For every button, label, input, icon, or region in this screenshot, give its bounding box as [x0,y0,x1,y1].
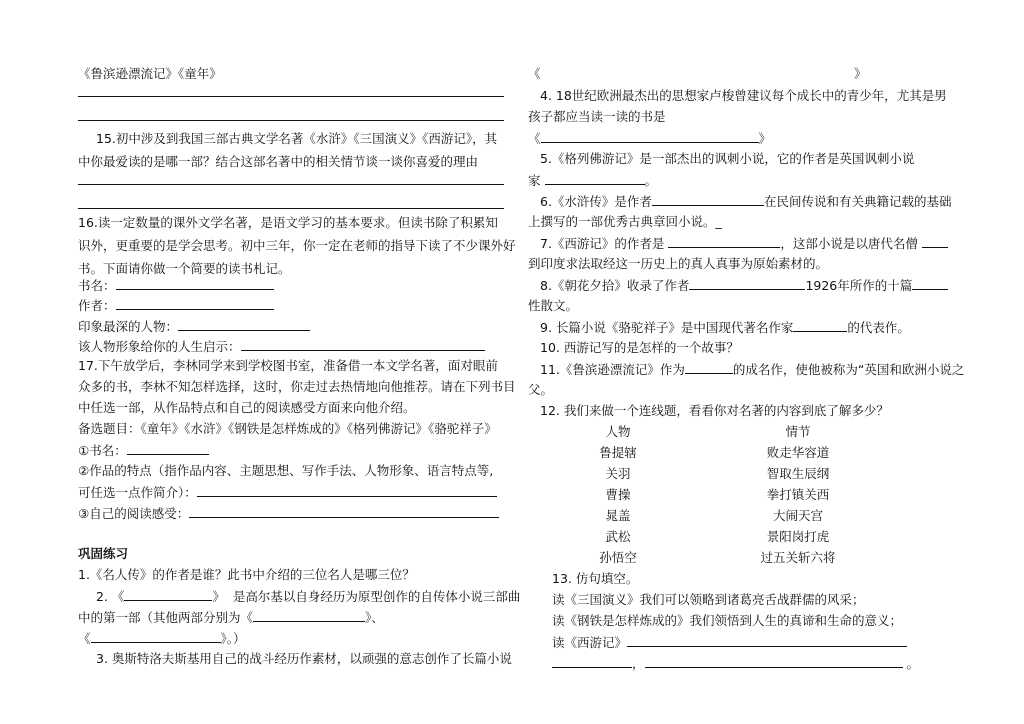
character-row [78,318,310,335]
question-4-cont: 孩子都应当读一读的书是 [528,109,666,124]
features-row [78,484,497,501]
book-title-row [78,277,274,294]
character-blank[interactable] [178,318,310,331]
blank[interactable] [912,277,948,290]
match-character[interactable]: 孙悟空 [599,550,637,565]
practice-2-cont: 中的第一部（其他两部分别为《 》、 [78,610,384,625]
practice-2-row: 2. 《 》 是高尔基以自身经历为原型创作的自传体小说三部曲 [96,589,521,604]
insight-blank[interactable] [241,338,485,351]
question-4-blank-row: 《 》 [528,131,772,146]
blank[interactable] [91,630,221,643]
question-12: 12. 我们来做一个连线题，看看你对名著的内容到底了解多少？ [540,403,889,418]
match-character[interactable]: 关羽 [605,466,631,481]
question-5-cont: 家 。 [528,173,658,188]
match-plot[interactable]: 过五关斩六将 [760,550,836,565]
author-blank[interactable] [116,297,274,310]
blank[interactable] [668,235,780,248]
question-16: 16.读一定数量的课外文学名著，是语文学习的基本要求。但读书除了积累知 [78,215,498,230]
match-character[interactable]: 曹操 [605,487,631,502]
question-6-cont: 上撰写的一部优秀古典章回小说。_ [528,214,722,229]
features-line: ②作品的特点（指作品内容、主题思想、写作手法、人物形象、语言特点等, [78,463,494,478]
label: ①书名： [78,443,127,458]
blank[interactable] [541,130,759,143]
question-16-cont: 识外，更重要的是学会思考。初中三年，你一定在老师的指导下读了不少课外好 [78,238,516,253]
features-blank[interactable] [197,484,497,497]
question-8-cont: 性散文。 [528,298,579,313]
bracket-line: 《 》 [528,66,867,81]
match-plot[interactable]: 智取生辰纲 [766,466,830,481]
fill-sentence-row: 读《西游记》 [552,634,907,651]
match-character[interactable]: 武松 [605,529,631,544]
insight-row [78,338,485,355]
blank[interactable] [124,588,212,601]
blank[interactable] [552,655,632,668]
blank[interactable] [922,235,948,248]
question-17-cont: 中任选一部，从作品特点和自己的阅读感受方面来向他介绍。 [78,400,416,415]
label: 书名： [78,278,116,293]
label: ③自己的阅读感受： [78,506,190,521]
label: 可任选一点作简介）： [78,485,197,500]
question-4: 4. 18世纪欧洲最杰出的思想家卢梭曾建议每个成长中的青少年，尤其是男 [540,88,947,103]
fill-sentence-row-2: ， 。 [552,655,919,672]
question-8: 8.《朝花夕拾》收录了作者 1926年所作的十篇 [540,277,948,294]
question-5: 5.《格列佛游记》是一部杰出的讽刺小说，它的作者是英国讽刺小说 [540,151,915,166]
match-plot[interactable]: 败走华容道 [766,445,830,460]
feelings-blank[interactable] [189,505,499,518]
question-16-cont: 书。下面请你做一个简要的读书札记。 [78,261,291,276]
author-row [78,297,274,314]
question-11: 11.《鲁滨逊漂流记》作为 的成名作，使他被称为“英国和欧洲小说之 [540,362,965,377]
match-header-characters: 人物 [605,424,631,439]
sample-sentence-1: 读《三国演义》我们可以领略到诸葛亮舌战群儒的风采； [552,592,865,607]
question-15: 15.初中涉及到我国三部古典文学名著《水浒》《三国演义》《西游记》，其 [96,131,498,146]
match-character[interactable]: 晁盖 [605,508,631,523]
question-13: 13. 仿句填空。 [552,571,639,586]
practice-2-cont: 《 》。） [78,631,246,646]
question-7: 7.《西游记》的作者是 ，这部小说是以唐代名僧 [540,235,948,252]
question-6: 6.《水浒传》是作者 在民间传说和有关典籍记载的基础 [540,194,952,209]
question-9: 9. 长篇小说《骆驼祥子》是中国现代著名作家 的代表作。 [540,320,910,335]
label: 印象最深的人物： [78,319,179,334]
match-header-plots: 情节 [785,424,811,439]
blank[interactable] [627,634,907,647]
question-10: 10. 西游记写的是怎样的一个故事？ [540,340,739,355]
answer-line[interactable] [78,96,504,97]
question-15-cont: 中你最爱读的是哪一部？结合这部名著中的相关情节谈一谈你喜爱的理由 [78,154,479,169]
blank[interactable] [645,655,903,668]
label: 该人物形象给你的人生启示： [78,339,241,354]
answer-line[interactable] [78,120,504,121]
choice-book-blank[interactable] [127,442,209,455]
blank[interactable] [253,609,365,622]
match-character[interactable]: 鲁提辖 [599,445,637,460]
blank[interactable] [793,319,847,332]
choice-book-row [78,442,209,459]
book-title-blank[interactable] [116,277,274,290]
answer-line[interactable] [78,184,504,185]
answer-line[interactable] [78,208,504,209]
sample-sentence-2: 读《钢铁是怎样炼成的》我们领悟到人生的真谛和生命的意义； [552,613,903,628]
blank[interactable] [685,361,733,374]
options-line: 备选题目：《童年》《水浒》《钢铁是怎样炼成的》《格列佛游记》《骆驼祥子》 [78,421,497,436]
label: 作者： [78,298,116,313]
text-line: 《鲁滨逊漂流记》《童年》 [78,66,222,81]
question-11-cont: 父。 [528,382,554,397]
section-title: 巩固练习 [78,546,129,561]
blank[interactable] [652,193,764,206]
blank[interactable] [689,277,805,290]
question-17: 17.下午放学后，李林同学来到学校图书室，准备借一本文学名著，面对眼前 [78,358,498,373]
match-plot[interactable]: 大闹天宫 [772,508,823,523]
match-plot[interactable]: 景阳岗打虎 [766,529,830,544]
feelings-row [78,505,499,522]
question-7-cont: 到印度求法取经这一历史上的真人真事为原始素材的。 [528,256,829,271]
blank[interactable] [545,172,645,185]
match-plot[interactable]: 拳打镇关西 [766,487,830,502]
practice-1: 1.《名人传》的作者是谁？此书中介绍的三位名人是哪三位？ [78,567,415,582]
question-17-cont: 众多的书，李林不知怎样选择，这时，你走过去热情地向他推荐。请在下列书目 [78,379,516,394]
practice-3: 3. 奥斯特洛夫斯基用自己的战斗经历作素材，以顽强的意志创作了长篇小说 [96,651,512,666]
